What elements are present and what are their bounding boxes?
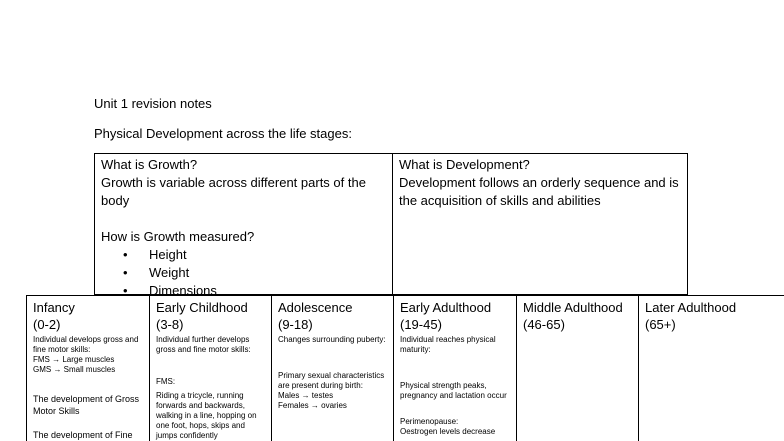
measured-question: How is Growth measured? [101,229,255,244]
stage-name: Infancy [33,300,75,315]
stage-note: Males → testes [278,391,334,400]
development-question: What is Development? [399,157,530,172]
growth-question: What is Growth? [101,157,198,172]
growth-development-table [94,153,688,298]
stage-note: Individual develops gross and fine motor skills: [33,335,139,354]
stage-note: Perimenopause: [400,417,459,426]
stage-note: Individual further develops gross and fine motor skills: [156,335,251,354]
measure-item: • Weight [123,264,386,282]
stage-column-infancy [27,296,150,441]
stage-range: (3-8) [156,317,184,332]
stage-note: The development of Fine [33,430,133,440]
growth-cell [95,154,393,298]
stage-range: (65+) [645,317,676,332]
stage-range: (9-18) [278,317,313,332]
stage-note: Changes surrounding puberty: [278,335,386,344]
measure-item: • Dimensions [123,282,386,300]
doc-subtitle: Physical Development across the life stages: [94,126,352,141]
stage-note: FMS: [156,377,176,386]
stage-note: Primary sexual characteristics are present during birth: [278,371,385,390]
development-cell [393,154,687,294]
development-answer: Development follows an orderly sequence and is the acquisition of skills and abilities [399,175,679,208]
stage-name: Later Adulthood [645,300,737,315]
stage-name: Adolescence [278,300,353,315]
stage-range: (46-65) [523,317,565,332]
stage-column-middle-adulthood [517,296,639,441]
stage-name: Early Adulthood [400,300,492,315]
stage-column-early-adulthood [394,296,517,441]
stage-note: Oestrogen levels decrease [400,427,496,436]
stage-column-adolescence [272,296,394,441]
stage-column-early-childhood [150,296,272,441]
stage-name: Early Childhood [156,300,248,315]
measure-item: • Height [123,246,386,264]
stage-note: Riding a tricycle, running forwards and backwards, walking in a line, hopping on one foot, hops, skips and jumps confidently [156,391,257,440]
stage-column-later-adulthood [639,296,784,441]
stage-note: FMS → Large muscles [33,355,115,364]
growth-answer: Growth is variable across different parts of the body [101,175,366,208]
stage-name: Middle Adulthood [523,300,623,315]
life-stages-table [26,295,784,441]
stage-range: (19-45) [400,317,442,332]
stage-note: Females → ovaries [278,401,347,410]
stage-note: GMS → Small muscles [33,365,116,374]
doc-title: Unit 1 revision notes [94,96,212,111]
stage-note: Physical strength peaks, pregnancy and lactation occur [400,381,507,400]
measures-list [101,246,386,300]
stage-note: The development of Gross Motor Skills [33,394,140,416]
stage-range: (0-2) [33,317,61,332]
stage-note: Individual reaches physical maturity: [400,335,496,354]
